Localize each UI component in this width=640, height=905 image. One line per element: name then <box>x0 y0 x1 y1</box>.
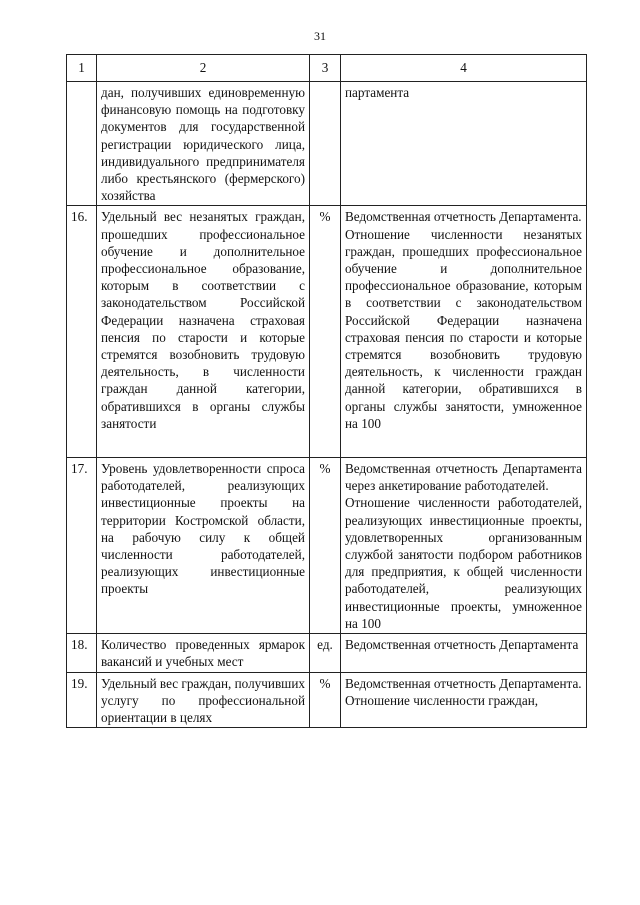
unit-text: % <box>310 672 341 728</box>
table-row <box>67 206 587 458</box>
row-number: 18. <box>67 634 97 672</box>
indicator-table <box>66 54 587 728</box>
row-number: 17. <box>67 458 97 634</box>
table-row <box>67 82 587 206</box>
source-text <box>341 634 587 672</box>
source-paragraph: Отношение численности граждан, <box>345 692 539 708</box>
unit-text: % <box>310 458 341 634</box>
unit-text: ед. <box>310 634 341 672</box>
source-paragraph: Отношение численности незанятых граждан, прошедших профессиональное обучение и дополнительное профессиональное образование, которым в соответствии с законодательством Российской Федерации назначена страховая пенсия по старости и которые стремятся возобновить трудовую деятельность, к численности граждан данной категории, обратившихся в органы службы занятости, умноженное на 100 <box>345 226 582 431</box>
row-number <box>67 82 97 206</box>
source-text <box>341 82 587 206</box>
indicator-text: Количество проведенных ярмарок вакансий и учебных мест <box>97 634 310 672</box>
source-paragraph: Ведомственная отчетность Департамента. <box>345 209 582 225</box>
indicator-text: Удельный вес граждан, получивших услугу по профессиональной ориентации в целях <box>97 672 310 728</box>
indicator-text: дан, получивших единовременную финансовую помощь на подготовку документов для государственной регистрации юридического лица, индивидуального предпринимателя либо крестьянского (фермерского) хозяйства <box>97 82 310 206</box>
row-number: 19. <box>67 672 97 728</box>
source-text <box>341 206 587 458</box>
table-row <box>67 672 587 728</box>
unit-text <box>310 82 341 206</box>
unit-text: % <box>310 206 341 458</box>
source-paragraph: Отношение численности работодателей, реализующих инвестиционные проекты, удовлетворенных организованным службой занятости подбором работников для предприятия, к общей численности работодателей, реализующих инвестиционные проекты, умноженное на 100 <box>345 495 582 631</box>
source-text <box>341 672 587 728</box>
page-number: 31 <box>314 29 326 43</box>
header-col-2: 2 <box>97 55 310 82</box>
header-col-4: 4 <box>341 55 587 82</box>
source-paragraph: партамента <box>345 85 410 100</box>
indicator-text: Уровень удовлетворенности спроса работодателей, реализующих инвестиционные проекты на территории Костромской области, на рабочую силу к общей численности работодателей, реализующих инвестиционные проекты <box>97 458 310 634</box>
indicator-text: Удельный вес незанятых граждан, прошедших профессиональное обучение и дополнительное профессиональное образование, которым в соответствии с законодательством Российской Федерации назначена страховая пенсия по старости и которые стремятся возобновить трудовую деятельность, в численности граждан данной категории, обратившихся в органы службы занятости <box>97 206 310 458</box>
source-paragraph: Ведомственная отчетность Департамента. <box>345 675 582 691</box>
table-row <box>67 634 587 672</box>
source-text <box>341 458 587 634</box>
table-header-row <box>67 55 587 82</box>
header-col-3: 3 <box>310 55 341 82</box>
source-paragraph: Ведомственная отчетность Департамента через анкетирование работодателей. <box>345 461 582 494</box>
header-col-1: 1 <box>67 55 97 82</box>
row-number: 16. <box>67 206 97 458</box>
table-row <box>67 458 587 634</box>
source-paragraph: Ведомственная отчетность Департамента <box>345 637 579 653</box>
